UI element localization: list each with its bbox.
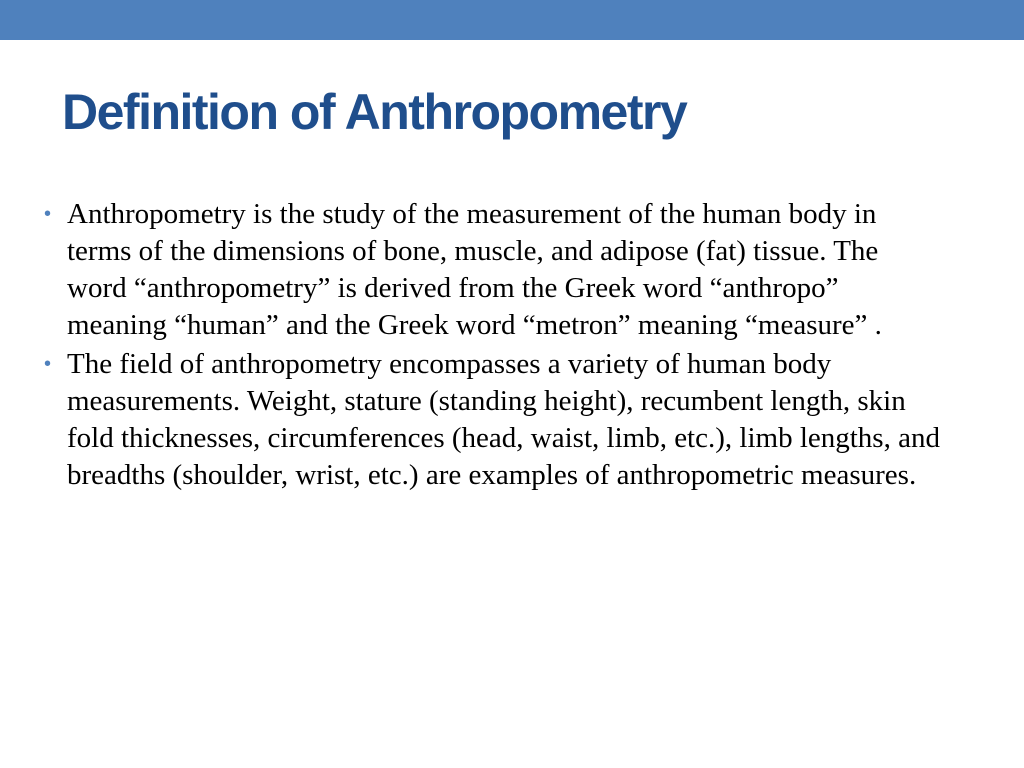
bullet-text: The field of anthropometry encompasses a variety of human body measurements. Weight, stature (standing height), recumbent length, skin fold thicknesses, circumferences (head, waist, limb, etc.), limb lengths, and breadths (shoulder, wrist, etc.) are examples of anthropometric measures. [67,348,940,491]
bullet-marker-icon: • [44,203,52,225]
bullet-marker-icon: • [44,353,52,375]
slide-title: Definition of Anthropometry [62,84,687,140]
bullet-list [44,196,944,496]
bullet-item-measurements [44,346,944,494]
header-accent-bar [0,0,1024,40]
bullet-item-definition [44,196,944,344]
bullet-text: Anthropometry is the study of the measurement of the human body in terms of the dimensions of bone, muscle, and adipose (fat) tissue. The word “anthropometry” is derived from the Greek word “anthropo” meaning “human” and the Greek word “metron” meaning “measure” . [67,198,882,341]
